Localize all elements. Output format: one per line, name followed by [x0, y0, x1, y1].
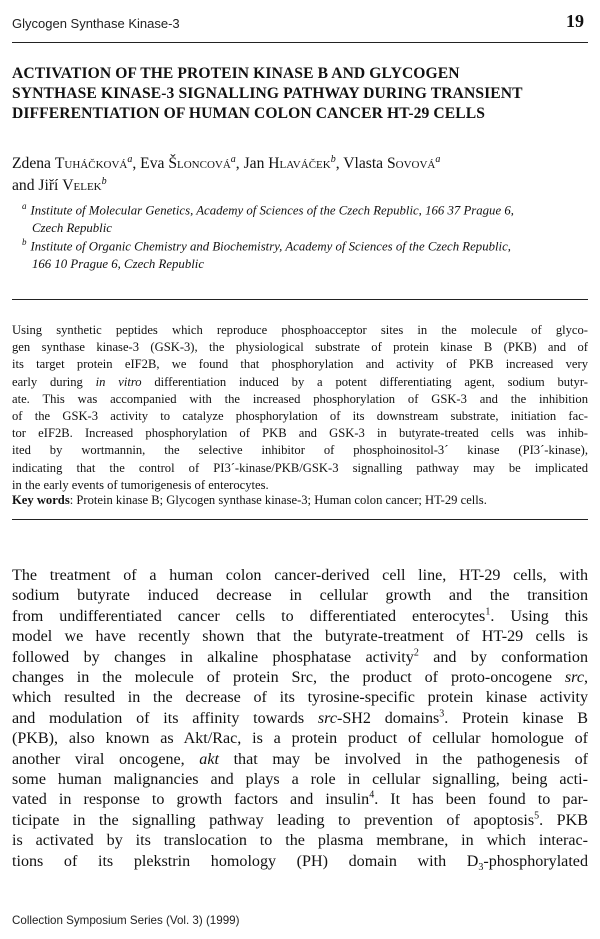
body-text: [12, 566, 588, 872]
abstract-line: tor eIF2B. Increased phosphorylation of PKB and GSK-3 in butyrate-treated cells was inhib-: [12, 426, 588, 441]
abstract-line: Using synthetic peptides which reproduce phosphoacceptor sites in the molecule of glyco-: [12, 323, 588, 337]
body-line: model we have recently shown that the butyrate-treatment of HT-29 cells is: [12, 628, 588, 646]
title-line: SYNTHASE KINASE-3 SIGNALLING PATHWAY DURING TRANSIENT: [12, 85, 523, 102]
title-line: DIFFERENTIATION OF HUMAN COLON CANCER HT-29 CELLS: [12, 105, 486, 122]
author-first-name: Jiří: [38, 177, 59, 194]
section-divider: [12, 519, 588, 520]
abstract: [12, 322, 588, 494]
author-last-name: Hlaváček: [268, 155, 331, 172]
keywords-label: Key words: [12, 493, 70, 507]
abstract-line: in the early events of tumorigenesis of enterocytes.: [12, 477, 269, 492]
paper-title: [12, 64, 588, 124]
body-line: another viral oncogene, akt that may be involved in the pathogenesis of: [12, 750, 588, 768]
body-line: (PKB), also known as Akt/Rac, is a protein product of cellular homologue of: [12, 730, 588, 748]
citation-mark: 4: [369, 790, 375, 802]
page-footer: Collection Symposium Series (Vol. 3) (1999): [12, 914, 240, 927]
body-line: changes in the molecule of protein Src, the product of proto-oncogene src,: [12, 669, 588, 687]
body-line: followed by changes in alkaline phosphatase activity$^2$ and by conformation: [12, 647, 588, 666]
abstract-line: its target protein eIF2B, we found that phosphorylation and activity of PKB increased very: [12, 357, 588, 372]
author-last-name: Sovová: [386, 155, 436, 172]
author-last-name: Tuháčková: [54, 155, 128, 172]
author-first-name: Eva: [140, 155, 165, 172]
keywords-text: : Protein kinase B; Glycogen synthase kinase-3; Human colon cancer; HT-29 cells.: [69, 493, 487, 507]
author-first-name: Zdena: [12, 155, 51, 172]
body-line: sodium butyrate induced decrease in cellular growth and the transition: [12, 587, 588, 605]
citation-mark: 1: [485, 606, 491, 618]
abstract-line: of the GSK-3 activity to catalyze phosphorylation of its downstream substrate, initiation fac-: [12, 409, 588, 424]
author-last-name: Velek: [62, 177, 102, 194]
author-affiliation-mark: a: [230, 153, 236, 165]
abstract-line: indicating that the control of PI3´-kinase/PKB/GSK-3 signalling pathway may be implicated: [12, 460, 588, 475]
abstract-line: ited by wortmannin, the selective inhibitor of phosphoinositol-3´ kinase (PI3´-kinase),: [12, 443, 588, 458]
author-affiliation-mark: b: [101, 175, 107, 187]
body-line: The treatment of a human colon cancer-derived cell line, HT-29 cells, with: [12, 567, 588, 584]
body-line: some human malignancies and plays a role in cellular signalling, being acti-: [12, 771, 588, 789]
body-line: vated in response to growth factors and insulin$^4$. It has been found to par-: [12, 790, 588, 809]
subscript: 3: [478, 861, 484, 873]
author-affiliation-mark: b: [330, 153, 336, 165]
page-number: 19: [566, 11, 584, 31]
affiliation: $^b$ Institute of Organic Chemistry and Biochemistry, Academy of Sciences of the Czech Republic, 166 10 Prague 6, Czech Republic: [22, 237, 511, 272]
author-line: [12, 175, 588, 197]
author-list: [12, 153, 588, 197]
and-conjunction: and: [12, 177, 35, 194]
citation-mark: 5: [534, 810, 540, 822]
author-first-name: Vlasta: [343, 155, 384, 172]
abstract-line: early during in vitro differentiation induced by a potent differentiating agent, sodium butyr-: [12, 374, 588, 389]
citation-mark: 3: [439, 708, 445, 720]
body-line: and modulation of its affinity towards src-SH2 domains$^3$. Protein kinase B: [12, 708, 588, 727]
body-line: tions of its plekstrin homology (PH) domain with $D_3$-phosphorylated: [12, 852, 588, 873]
title-line: ACTIVATION OF THE PROTEIN KINASE B AND GLYCOGEN: [12, 65, 460, 82]
citation-mark: 2: [413, 647, 419, 659]
author-affiliation-mark: a: [127, 153, 133, 165]
body-line: which resulted in the decrease of its tyrosine-specific protein kinase activity: [12, 689, 588, 707]
body-line: ticipate in the signalling pathway leading to prevention of apoptosis$^5$. PKB: [12, 810, 588, 829]
author-first-name: Jan: [243, 155, 265, 172]
author-line: Zdena Tuháčková$^a$, Eva Šloncová$^a$, Jan Hlaváček$^b$, Vlasta Sovová$^a$: [12, 153, 441, 172]
author-affiliation-mark: a: [435, 153, 441, 165]
affiliation-mark: b: [22, 237, 27, 247]
author-last-name: Šloncová: [168, 155, 231, 172]
section-divider: [12, 299, 588, 300]
keywords: [12, 492, 588, 509]
body-line: from undifferentiated cancer cells to differentiated enterocytes$^1$. Using this: [12, 606, 589, 625]
running-title: Glycogen Synthase Kinase-3: [12, 16, 180, 31]
affiliation-mark: a: [22, 201, 27, 211]
affiliation: $^a$ Institute of Molecular Genetics, Academy of Sciences of the Czech Republic, 166 37 Prague 6, Czech Republic: [22, 201, 514, 236]
body-line: is activated by its translocation to the plasma membrane, in which interac-: [12, 832, 588, 850]
abstract-line: ate. This was accompanied with the increased phosphorylation of GSK-3 and the inhibition: [12, 391, 588, 406]
abstract-line: gen synthase kinase-3 (GSK-3), the physiological substrate of protein kinase B (PKB) and of: [12, 340, 588, 355]
running-header: [12, 11, 588, 43]
